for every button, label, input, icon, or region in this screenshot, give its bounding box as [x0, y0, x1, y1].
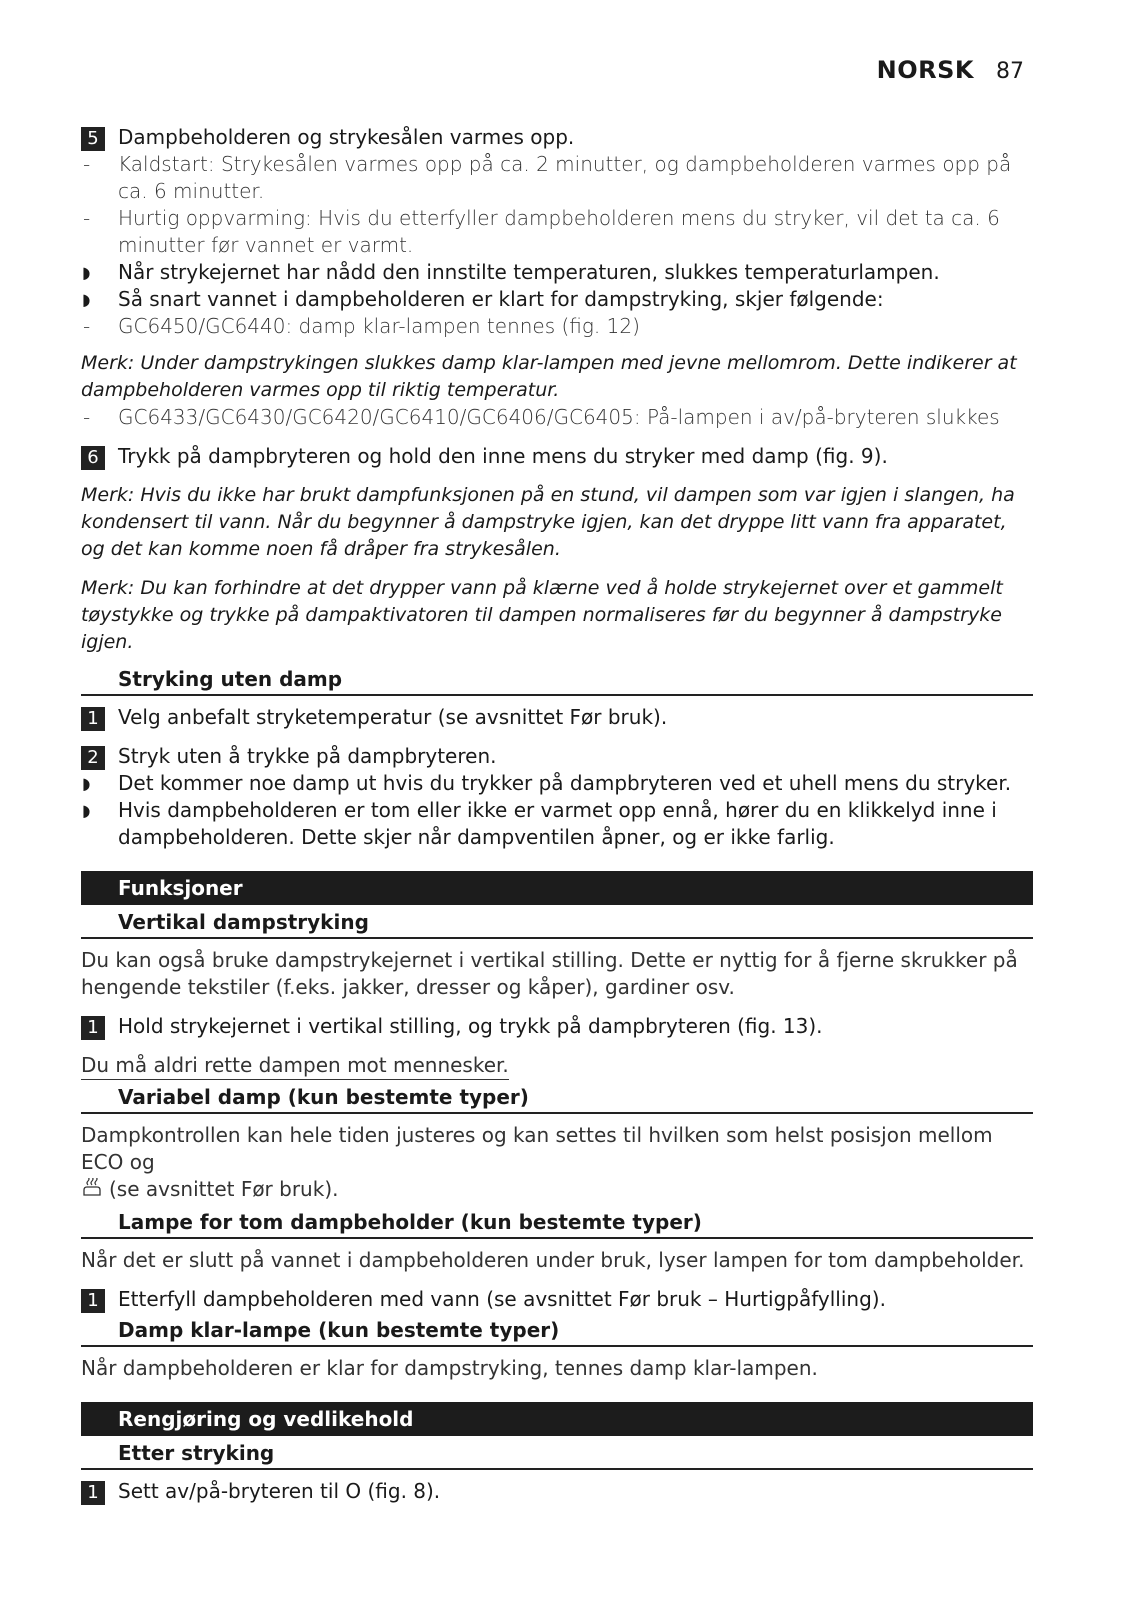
page-number: 87 — [996, 59, 1024, 84]
paragraph-text: Dampkontrollen kan hele tiden justeres og kan settes til hvilken som helst posisjon mellom ECO og — [81, 1123, 993, 1174]
note: Merk: Du kan forhindre at det drypper vann på klærne ved å holde strykejernet over et gammelt tøystykke og trykke på dampaktivatoren til dampen normaliseres før du begynner å dampstryke igjen. — [81, 577, 1003, 653]
step-text: Trykk på dampbryteren og hold den inne mens du stryker med damp (fig. 9). — [118, 444, 888, 468]
bullet-item — [81, 770, 1033, 797]
step-5 — [81, 124, 1033, 151]
step-number-badge: 6 — [81, 446, 105, 470]
step-2 — [81, 743, 1033, 770]
step-1 — [81, 1013, 1033, 1040]
dash-item — [81, 313, 1033, 340]
step-text: Sett av/på-bryteren til O (fig. 8). — [118, 1479, 441, 1503]
note: Merk: Under dampstrykingen slukkes damp klar-lampen med jevne mellomrom. Dette indikerer at dampbeholderen varmes opp til riktig temperatur. — [81, 352, 1017, 401]
subheading-damp-klar: Damp klar-lampe (kun bestemte typer) — [81, 1313, 1033, 1347]
bullet-item — [81, 286, 1033, 313]
subheading-vertikal: Vertikal dampstryking — [81, 905, 1033, 939]
step-number-badge: 5 — [81, 127, 105, 151]
bullet-icon: ◗ — [82, 801, 91, 820]
page-content — [81, 124, 1033, 1505]
dash-marker: - — [83, 405, 91, 429]
step-1 — [81, 1286, 1033, 1313]
paragraph: Du kan også bruke dampstrykejernet i vertikal stilling. Dette er nyttig for å fjerne skrukker på hengende tekstiler (f.eks. jakker, dresser og kåper), gardiner osv. — [81, 948, 1018, 999]
note: Merk: Hvis du ikke har brukt dampfunksjonen på en stund, vil dampen som var igjen i slangen, ha kondensert til vann. Når du begynner å dampstryke igjen, kan det dryppe litt vann fra apparatet, og det kan komme noen få dråper fra strykesålen. — [81, 484, 1015, 560]
subheading-stryking-uten-damp: Stryking uten damp — [81, 662, 1033, 696]
bullet-icon: ◗ — [82, 290, 91, 309]
section-heading-rengjoring: Rengjøring og vedlikehold — [81, 1402, 1033, 1436]
step-text: Etterfyll dampbeholderen med vann (se avsnittet Før bruk – Hurtigpåfylling). — [118, 1287, 886, 1311]
bullet-text: Det kommer noe damp ut hvis du trykker på dampbryteren ved et uhell mens du stryker. — [118, 771, 1012, 795]
bullet-item — [81, 797, 1033, 851]
bullet-icon: ◗ — [82, 774, 91, 793]
step-number-badge: 1 — [81, 1016, 105, 1040]
bullet-text: Hvis dampbeholderen er tom eller ikke er varmet opp ennå, hører du en klikkelyd inne i dampbeholderen. Dette skjer når dampventilen åpner, og er ikke farlig. — [118, 798, 997, 849]
step-1 — [81, 1478, 1033, 1505]
subheading-etter-stryking: Etter stryking — [81, 1436, 1033, 1470]
dash-text: Kaldstart: Strykesålen varmes opp på ca. 2 minutter, og dampbeholderen varmes opp på ca. 6 minutter. — [118, 152, 1012, 203]
subheading-lampe-tom: Lampe for tom dampbeholder (kun bestemte typer) — [81, 1205, 1033, 1239]
bullet-text: Når strykejernet har nådd den innstilte temperaturen, slukkes temperaturlampen. — [118, 260, 940, 284]
paragraph-text: (se avsnittet Før bruk). — [109, 1177, 339, 1201]
dash-item — [81, 151, 1033, 205]
subheading-variabel-damp: Variabel damp (kun bestemte typer) — [81, 1080, 1033, 1114]
dash-item — [81, 404, 1033, 431]
dash-marker: - — [83, 152, 91, 176]
step-text: Hold strykejernet i vertikal stilling, og trykk på dampbryteren (fig. 13). — [118, 1014, 823, 1038]
section-label: NORSK — [876, 56, 974, 84]
step-number-badge: 1 — [81, 1289, 105, 1313]
dash-item — [81, 205, 1033, 259]
dash-marker: - — [83, 206, 91, 230]
step-number-badge: 1 — [81, 707, 105, 731]
dash-marker: - — [83, 314, 91, 338]
step-text: Dampbeholderen og strykesålen varmes opp. — [118, 125, 575, 149]
step-number-badge: 1 — [81, 1481, 105, 1505]
warning-text: Du må aldri rette dampen mot mennesker. — [81, 1052, 509, 1080]
bullet-item — [81, 259, 1033, 286]
dash-text: GC6450/GC6440: damp klar-lampen tennes (fig. 12) — [118, 314, 640, 338]
step-6 — [81, 443, 1033, 470]
page-header — [877, 56, 1024, 84]
dash-text: GC6433/GC6430/GC6420/GC6410/GC6406/GC6405: På-lampen i av/på-bryteren slukkes — [118, 405, 1000, 429]
paragraph — [81, 1122, 1033, 1205]
paragraph: Når det er slutt på vannet i dampbeholderen under bruk, lyser lampen for tom dampbeholder. — [81, 1248, 1025, 1272]
step-text: Velg anbefalt stryketemperatur (se avsnittet Før bruk). — [118, 705, 668, 729]
section-heading-funksjoner: Funksjoner — [81, 871, 1033, 905]
dash-text: Hurtig oppvarming: Hvis du etterfyller dampbeholderen mens du stryker, vil det ta ca. 6 minutter før vannet er varmt. — [118, 206, 1000, 257]
step-number-badge: 2 — [81, 746, 105, 770]
bullet-text: Så snart vannet i dampbeholderen er klart for dampstryking, skjer følgende: — [118, 287, 884, 311]
bullet-icon: ◗ — [82, 263, 91, 282]
step-text: Stryk uten å trykke på dampbryteren. — [118, 744, 497, 768]
step-1 — [81, 704, 1033, 731]
max-steam-icon — [81, 1178, 103, 1205]
paragraph: Når dampbeholderen er klar for dampstryking, tennes damp klar-lampen. — [81, 1356, 818, 1380]
